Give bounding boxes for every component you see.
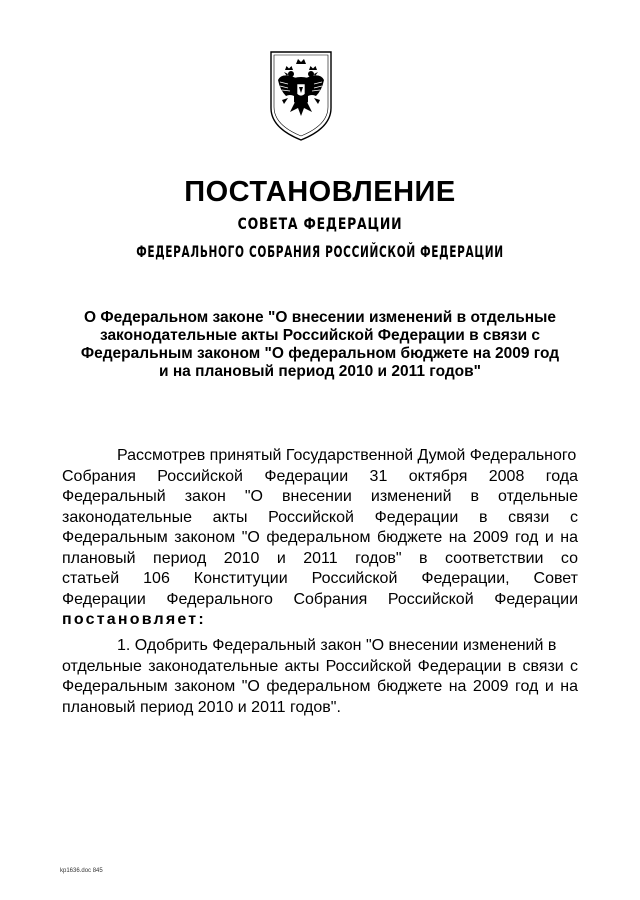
paragraph-line: плановый период 2010 и 2011 годов". [62, 698, 341, 716]
paragraph-line: статьей 106 Конституции Российской Федерации, Совет [62, 570, 578, 587]
paragraph-line: Федеральный закон "О внесении изменений в отдельные [62, 488, 578, 505]
paragraph-line: Федеральным законом "О федеральном бюджете на 2009 год и на [62, 678, 578, 695]
paragraph-line: плановый период 2010 и 2011 годов" в соответствии со [62, 549, 578, 567]
paragraph-line: Рассмотрев принятый Государственной Думой Федерального [117, 447, 577, 464]
coat-of-arms-icon [268, 50, 334, 142]
paragraph-line: Собрания Российской Федерации 31 октября 2008 года [62, 467, 578, 485]
paragraph-line: 1. Одобрить Федеральный закон "О внесении изменений в [117, 637, 557, 654]
decision-word: постановляет: [62, 611, 206, 628]
issuer-line-1: СОВЕТА ФЕДЕРАЦИИ [237, 214, 403, 233]
paragraph-line: отдельные законодательные акты Российской Федерации в связи с [62, 657, 578, 675]
issuer-line-2: ФЕДЕРАЛЬНОГО СОБРАНИЯ РОССИЙСКОЙ ФЕДЕРАЦИИ [136, 242, 504, 261]
paragraph-line: законодательные акты Российской Федерации в связи с [62, 508, 578, 526]
preamble-paragraph [62, 446, 578, 631]
subject-line: законодательные акты Российской Федерации в связи с [99, 327, 541, 344]
paragraph-line: Федеральным законом "О федеральном бюджете на 2009 год и на [62, 529, 578, 546]
subject-line: Федеральным законом "О федеральном бюджете на 2009 год [80, 345, 560, 362]
paragraph-line: Федерации Федерального Собрания Российской Федерации [62, 590, 578, 608]
document-subject [60, 309, 580, 381]
subject-line: О Федеральном законе "О внесении изменений в отдельные [84, 309, 556, 326]
resolution-item-1 [62, 636, 578, 718]
subject-line: и на плановый период 2010 и 2011 годов" [158, 363, 482, 380]
file-reference: kp1636.doc 845 [60, 868, 103, 874]
document-title: ПОСТАНОВЛЕНИЕ [184, 176, 456, 208]
